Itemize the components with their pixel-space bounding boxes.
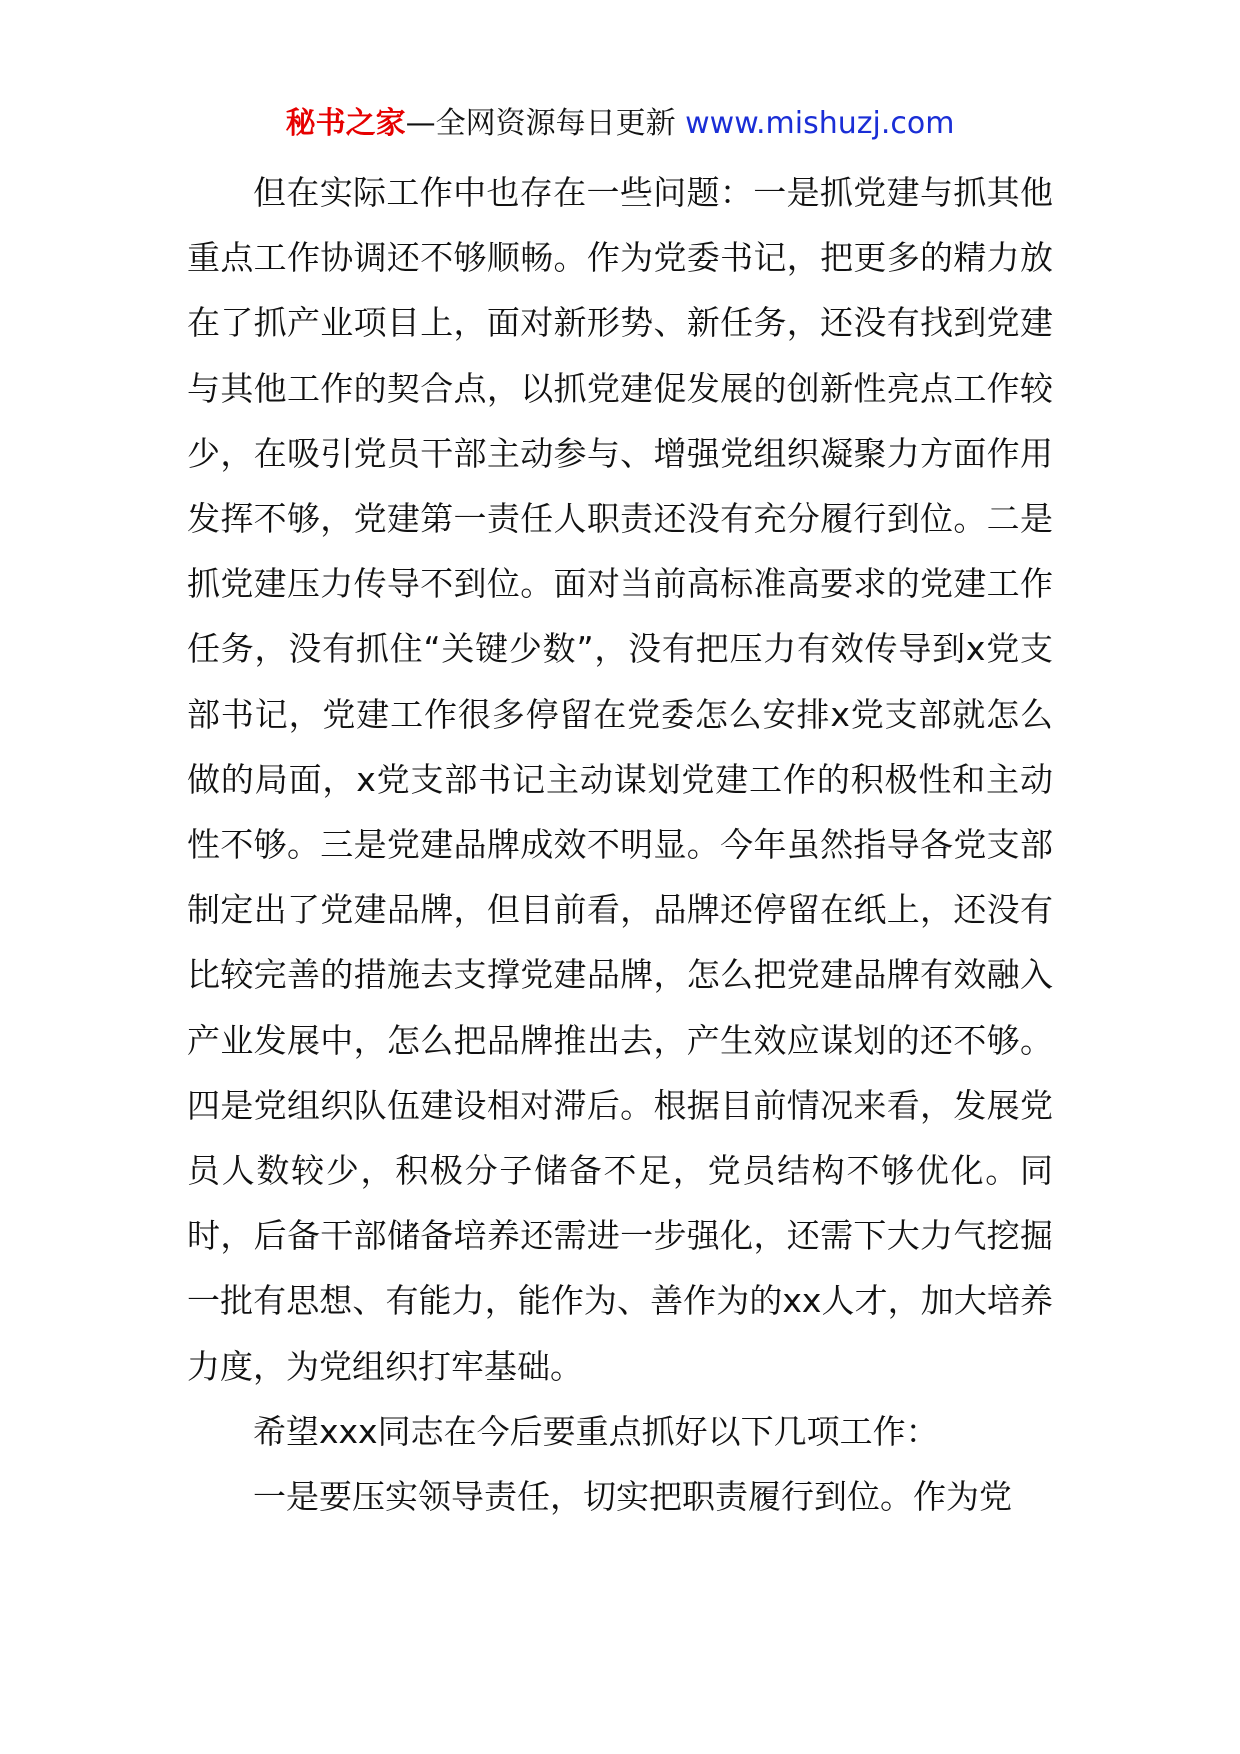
document-body <box>187 160 1053 1529</box>
paragraph-issues: 但在实际工作中也存在一些问题：一是抓党建与抓其他重点工作协调还不够顺畅。作为党委书记，把更多的精力放在了抓产业项目上，面对新形势、新任务，还没有找到党建与其他工作的契合点，以抓党建促发展的创新性亮点工作较少，在吸引党员干部主动参与、增强党组织凝聚力方面作用发挥不够，党建第一责任人职责还没有充分履行到位。二是抓党建压力传导不到位。面对当前高标准高要求的党建工作任务，没有抓住“关键少数”，没有把压力有效传导到x党支部书记，党建工作很多停留在党委怎么安排x党支部就怎么做的局面，x党支部书记主动谋划党建工作的积极性和主动性不够。三是党建品牌成效不明显。今年虽然指导各党支部制定出了党建品牌，但目前看，品牌还停留在纸上，还没有比较完善的措施去支撑党建品牌，怎么把党建品牌有效融入产业发展中，怎么把品牌推出去，产生效应谋划的还不够。四是党组织队伍建设相对滞后。根据目前情况来看，发展党员人数较少，积极分子储备不足，党员结构不够优化。同时，后备干部储备培养还需进一步强化，还需下大力气挖掘一批有思想、有能力，能作为、善作为的xx人才，加大培养力度，为党组织打牢基础。 <box>187 173 1053 1386</box>
site-url-link[interactable]: www.mishuzj.com <box>685 106 955 141</box>
paragraph-first-task: 一是要压实领导责任，切实把职责履行到位。作为党 <box>253 1477 1012 1517</box>
header-tagline: —全网资源每日更新 <box>405 106 676 141</box>
paragraph-expectation: 希望xxx同志在今后要重点抓好以下几项工作： <box>253 1411 939 1451</box>
page-header <box>0 96 1240 152</box>
brand-name: 秘书之家 <box>285 106 406 141</box>
